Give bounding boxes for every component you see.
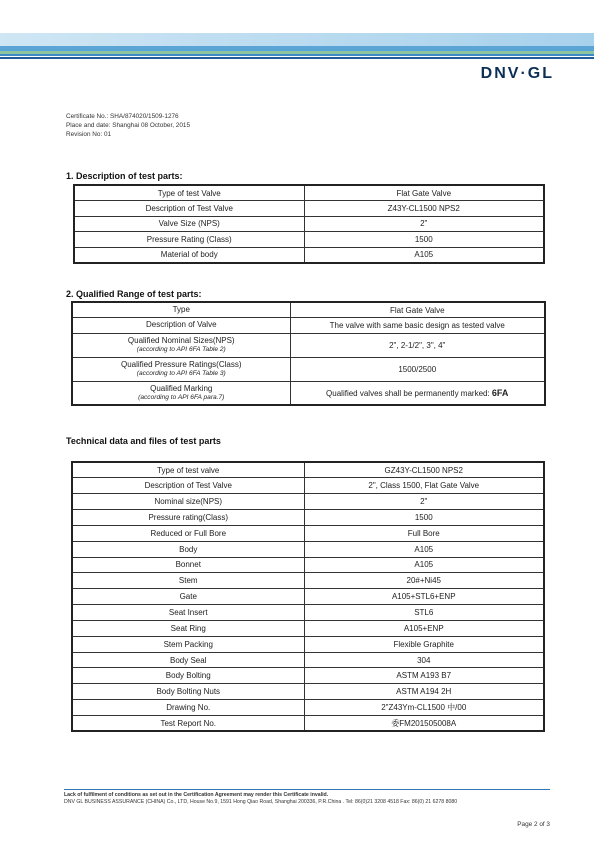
row-value	[290, 302, 545, 318]
table-row	[72, 302, 545, 318]
row-value-text: Flat Gate Valve	[389, 305, 445, 315]
footer-line-1: Lack of fulfilment of conditions as set out in the Certification Agreement may render this Certificate invalid.	[64, 792, 329, 798]
row-value-text: 1500/2500	[398, 364, 437, 374]
test-parts-table	[73, 184, 545, 264]
table-row	[72, 478, 544, 494]
table-row	[72, 525, 544, 541]
row-label: Type of test Valve	[74, 185, 304, 201]
row-label	[72, 302, 290, 318]
page-number: Page 2 of 3	[517, 821, 550, 828]
row-label	[72, 357, 290, 381]
row-label: Seat Ring	[72, 620, 304, 636]
row-label: Material of body	[74, 247, 304, 263]
row-value: A105	[304, 557, 544, 573]
table-row	[72, 636, 544, 652]
row-label	[72, 381, 290, 405]
row-value	[290, 357, 545, 381]
row-value-text: The valve with same basic design as tested valve	[329, 320, 505, 330]
row-label: Drawing No.	[72, 700, 304, 716]
table-row	[74, 247, 544, 263]
row-value: 20#+Ni45	[304, 573, 544, 589]
row-value: A105	[304, 541, 544, 557]
header-band-light	[0, 33, 594, 46]
table-row	[72, 494, 544, 510]
row-value: A105+ENP	[304, 620, 544, 636]
row-label-text: Qualified Nominal Sizes(NPS)	[127, 336, 235, 345]
row-label: Test Report No.	[72, 716, 304, 732]
row-value: ASTM A194 2H	[304, 684, 544, 700]
row-label: Type of test valve	[72, 462, 304, 478]
row-label: Description of Test Valve	[74, 201, 304, 217]
row-label-text: Description of Valve	[145, 320, 217, 330]
row-label: Body Bolting	[72, 668, 304, 684]
table-row	[72, 716, 544, 732]
row-label: Pressure rating(Class)	[72, 510, 304, 526]
section2-title: 2. Qualified Range of test parts:	[66, 289, 202, 299]
certificate-number: Certificate No.: SHA/874020/1509-1276	[66, 113, 179, 120]
table-row	[72, 589, 544, 605]
row-label: Body Bolting Nuts	[72, 684, 304, 700]
table-row	[72, 541, 544, 557]
table-row	[72, 557, 544, 573]
row-label: Stem Packing	[72, 636, 304, 652]
table-row	[72, 700, 544, 716]
row-value-text: Qualified valves shall be permanently marked:	[326, 388, 490, 398]
row-value: Z43Y-CL1500 NPS2	[304, 201, 544, 217]
row-label: Bonnet	[72, 557, 304, 573]
row-label-text: Type	[172, 305, 190, 314]
row-value: Flexible Graphite	[304, 636, 544, 652]
row-label: Nominal size(NPS)	[72, 494, 304, 510]
section3-title: Technical data and files of test parts	[66, 436, 221, 446]
row-value: A105+STL6+ENP	[304, 589, 544, 605]
section1-title: 1. Description of test parts:	[66, 171, 183, 181]
place-date: Place and date: Shanghai 08 October, 2015	[66, 122, 191, 129]
row-label-text: Qualified Marking	[150, 383, 213, 393]
row-value: 2"	[304, 216, 544, 232]
table-row	[72, 620, 544, 636]
row-label-text: Qualified Pressure Ratings(Class)	[121, 360, 242, 369]
row-value: Flat Gate Valve	[304, 185, 544, 201]
footer-text	[64, 792, 554, 806]
marking-code: 6FA	[491, 387, 509, 398]
table-row	[72, 462, 544, 478]
row-value	[290, 318, 545, 334]
row-value: A105	[304, 247, 544, 263]
row-value: STL6	[304, 605, 544, 621]
header-band-dark	[0, 57, 594, 59]
row-value-text: 2", 2-1/2", 3", 4"	[389, 340, 446, 350]
certificate-meta	[66, 112, 190, 139]
row-value: 304	[304, 652, 544, 668]
row-value: ASTM A193 B7	[304, 668, 544, 684]
technical-data-table	[71, 461, 545, 732]
table-row	[72, 357, 545, 381]
row-value: 2", Class 1500, Flat Gate Valve	[304, 478, 544, 494]
footer-rule	[64, 789, 550, 790]
row-label	[72, 333, 290, 357]
footer-line-2: DNV GL BUSINESS ASSURANCE (CHINA) Co., LTD, House No.9, 1591 Hong Qiao Road, Shanghai 200336, P.R.China . Tel: 86(0)21 3208 4518 Fax: 86(0) 21 6278 8080	[64, 799, 458, 805]
row-label: Pressure Rating (Class)	[74, 232, 304, 248]
revision-number: Revision No: 01	[66, 131, 112, 138]
row-label-reference: (according to API 6FA Table 2)	[136, 346, 226, 353]
row-label-reference: (according to API 6FA para.7)	[138, 393, 225, 401]
row-value: 1500	[304, 510, 544, 526]
table-row	[72, 510, 544, 526]
table-row	[72, 605, 544, 621]
row-label: Gate	[72, 589, 304, 605]
dnvgl-logo: DNV·GL	[480, 65, 554, 82]
table-row	[74, 185, 544, 201]
row-label	[72, 318, 290, 334]
row-label: Body	[72, 541, 304, 557]
row-value: 2"Z43Ym-CL1500 中/00	[304, 700, 544, 716]
table-row	[72, 381, 545, 405]
table-row	[74, 216, 544, 232]
header-band-mid	[0, 54, 594, 56]
row-label: Description of Test Valve	[72, 478, 304, 494]
table-row	[74, 201, 544, 217]
row-label: Seat Insert	[72, 605, 304, 621]
table-row	[72, 652, 544, 668]
table-row	[72, 668, 544, 684]
qualified-range-table	[71, 301, 546, 406]
table-row	[72, 684, 544, 700]
row-value: Full Bore	[304, 525, 544, 541]
row-value	[290, 333, 545, 357]
row-value: 1500	[304, 232, 544, 248]
row-value: 委FM201505008A	[304, 716, 544, 732]
row-label: Stem	[72, 573, 304, 589]
row-value: GZ43Y-CL1500 NPS2	[304, 462, 544, 478]
row-label: Reduced or Full Bore	[72, 525, 304, 541]
row-label: Valve Size (NPS)	[74, 216, 304, 232]
table-row	[74, 232, 544, 248]
row-label-reference: (according to API 6FA Table 3)	[136, 370, 226, 377]
row-value	[290, 381, 545, 405]
table-row	[72, 318, 545, 334]
row-value: 2"	[304, 494, 544, 510]
row-label: Body Seal	[72, 652, 304, 668]
table-row	[72, 333, 545, 357]
table-row	[72, 573, 544, 589]
